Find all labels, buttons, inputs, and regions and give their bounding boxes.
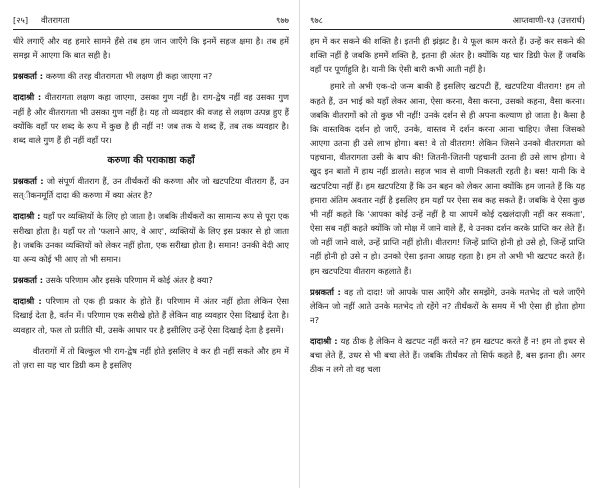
paragraph: हम में कर सकने की शक्ति है। इतनी ही झंझट है। ये फूल काम करते हैं। उन्हें कर सकने की शक्ति नहीं है जबकि हममें शक्ति है, इतना ही अंतर है। क्योंकि यह चार डिग्री फेल हैं जबकि वहाँ पर पूर्णाहुति है। यानी कि ऐसी बारी कभी आती नहीं है। (310, 36, 585, 75)
speaker-label: दादाश्री : (13, 296, 42, 307)
speaker-label: प्रश्नकर्ता : (13, 275, 44, 286)
speaker-label: प्रश्नकर्ता : (310, 286, 341, 297)
paragraph: हमारे तो अभी एक-दो जन्म बाकी हैं इसलिए खटपटी हैं, खटपटिया वीतराग! हम तो कहते हैं, उन भाई को यहाँ लेकर आना, ऐसा करना, वैसा करना, उसको कहना, वैसा करना। जबकि वीतरागों को तो कुछ भी नहीं! उनके दर्शन से ही अपना कल्याण हो जाता है। कैसा है कि वास्तविक दर्शन हो जाएँ, उनके, वास्तव में दर्शन करना आना चाहिए। जैसा जिसको आएगा उतना ही उसे लाभ होगा। बस! वे तो वीतराग! लेकिन जिसने उनको वीतरागता को पहचाना, वीतरागता उसी के बाप की! जितनी-जितनी पहचानी उतना ही उसे लाभ होगा। वे खुद इन बातों में हाथ नहीं डालते। सहज भाव से वाणी निकलती रहती है। बस! यानी कि वे खटपटिया नहीं हैं। हम खटपटिया हैं कि उन बहन को लेकर आना क्योंकि हम जानते हैं कि यह हमारा अंतिम अवतार नहीं है इसलिए हम यहाँ पर ऐसा सब कह सकते हैं। जबकि वे ऐसा कुछ भी नहीं कहते कि 'आपका कोई उन्हें नहीं है या आपमें कोई दखलंदाज़ी नहीं कर सकता', ऐसा सब नहीं कहते क्योंकि जो मोक्ष में जाने वाले हैं, वे उनका दर्शन करके प्राप्ति कर लेते हैं। जो नहीं जाने वाले, उन्हें प्राप्ति नहीं होती। वीतराग! जिन्हें प्राप्ति होनी हो उसे हो, जिन्हें प्राप्ति नहीं होनी हो उसे न हो। उनको ऐसा इतना आग्रह रहता है। हम तो अभी भी खटपट करते हैं। हम खटपटिया वीतराग कहलाते हैं। (310, 81, 585, 276)
right-page-number: ९७८ (310, 15, 323, 25)
answer-paragraph: दादाश्री : यह ठीक है लेकिन वे खटपट नहीं करते न? हम खटपट करते हैं न! हम तो इधर से बचा लेते हैं, उधर से भी बचा लेते हैं। जबकि तीर्थंकर तो सिर्फ कहते हैं, बस इतना ही। अगर ठीक न लगे तो वह चला (310, 336, 585, 375)
paragraph: धीरे लगाएँ और वह हमारे सामने हँसे तब हम जान जाएँगे कि इनमें सहज क्षमा है। तब हमें समझ में आएगा कि बात सही है। (13, 36, 289, 61)
left-page-number: ९७७ (276, 15, 289, 25)
left-page (13, 0, 289, 488)
speaker-label: दादाश्री : (310, 336, 338, 347)
speaker-label: प्रश्नकर्ता : (13, 71, 44, 82)
speaker-label: दादाश्री : (13, 211, 41, 222)
question-paragraph: प्रश्नकर्ता : वह तो दादा! जो आपके पास आएँगे और समझेंगे, उनके मतभेद तो चले जाएँगे लेकिन जो नहीं आते उनके मतभेद तो रहेंगे न? तीर्थंकरों के समय में भी ऐसा ही होता होगा न? (310, 286, 585, 325)
right-page (310, 0, 585, 488)
answer-paragraph: दादाश्री : परिणाम तो एक ही प्रकार के होते हैं। परिणाम में अंतर नहीं होता लेकिन ऐसा दिखाई देता है, वर्तन में। परिणाम एक सरीखे होते हैं लेकिन वाह व्यवहार ऐसा दिखाई देता है। व्यवहार तो, फल तो प्रतीति थी, उसके आधार पर है इसीलिए उन्हें ऐसा दिखाई देता है इसमें। (13, 296, 289, 335)
question-paragraph: प्रश्नकर्ता : उसके परिणाम और इसके परिणाम में कोई अंतर है क्या? (13, 275, 213, 286)
section-heading: करुणा की पराकाष्ठा कहाँ (107, 155, 195, 167)
speaker-label: दादाश्री : (13, 92, 42, 103)
answer-paragraph: दादाश्री : यहाँ पर व्यक्तियों के लिए हो जाता है। जबकि तीर्थंकरों का सामान्य रूप से पूरा एक सरीखा होता है। यहाँ पर तो 'फलाने आए, वे आए', व्यक्तियों के लिए इस प्रकार से हो जाता है। जबकि उनका व्यक्तियों को लेकर नहीं होता, एक सरीखा होता है। समान! उनकी वेदी आए या अन्य कोई भी आए तो भी समान। (13, 211, 289, 264)
right-running-header (310, 13, 585, 30)
speaker-label: प्रश्नकर्ता : (13, 176, 44, 187)
book-title: आप्तवाणी-१३ (उत्तरार्ध) (512, 15, 585, 25)
chapter-number: [२५] (13, 15, 29, 25)
page-gutter (299, 0, 300, 488)
paragraph: वीतरागों में तो बिल्कुल भी राग-द्वेष नहीं होते इसलिए वे कर ही नहीं सकते और हम में तो ज़रा सा यह चार डिग्री कम है इसलिए (13, 345, 289, 370)
left-running-header (13, 13, 289, 30)
question-paragraph: प्रश्नकर्ता : जो संपूर्ण वीतराग हैं, उन तीर्थंकरों की करुणा और जो खटपटिया वीतराग हैं, उन सत्‌ीकनमूर्ति दादा की करुणा में क्या अंतर है? (13, 176, 289, 201)
chapter-title: वीतरागता (41, 15, 70, 25)
question-paragraph: प्रश्नकर्ता : करुणा की तरह वीतरागता भी लक्षण ही कहा जाएगा न? (13, 71, 213, 82)
answer-paragraph: दादाश्री : वीतरागता लक्षण कहा जाएगा, उसका गुण नहीं है। राग-द्वेष नहीं वह उसका गुण नहीं है और वीतरागता भी उसका गुण नहीं है। यह तो व्यवहार की वजह से लक्षण उत्पन्न हुए हैं क्योंकि वहाँ पर शब्द के रूप में कुछ है ही नहीं न! जब तक ये शब्द हैं, तब तक व्यवहार है। शब्द वाले गुण हैं ही नहीं वहाँ पर। (13, 92, 289, 145)
